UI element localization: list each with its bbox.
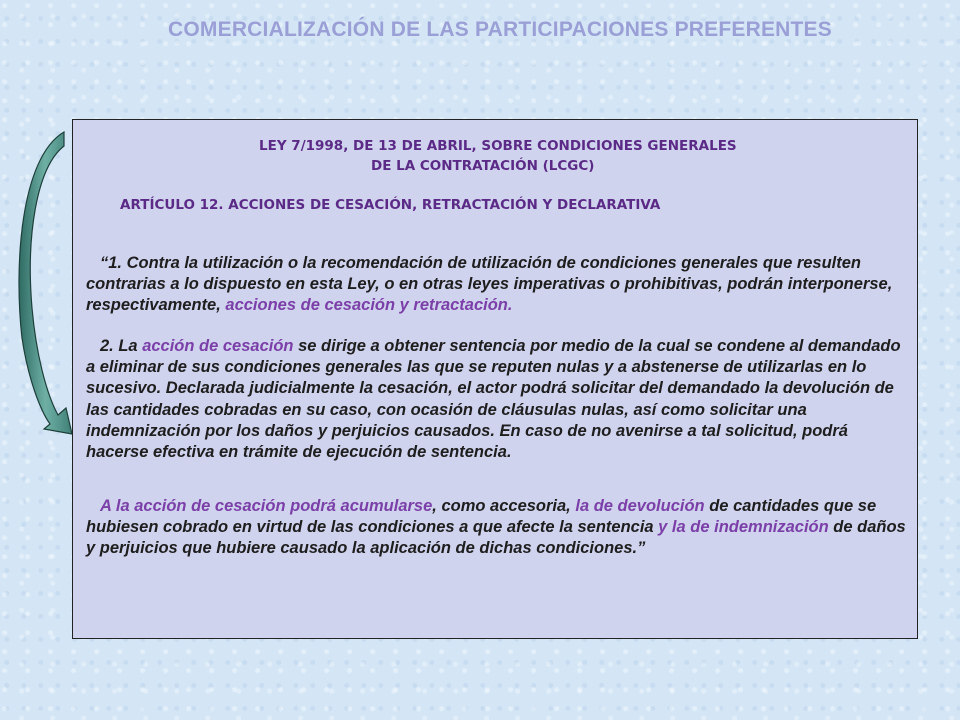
para-3-highlight-a: A la acción de cesación podrá acumularse — [100, 497, 433, 515]
article-title: ARTÍCULO 12. ACCIONES DE CESACIÓN, RETRACTACIÓN Y DECLARATIVA — [120, 197, 661, 213]
para-1-text: “1. Contra la utilización o la recomendación de utilización de condiciones generales que resulten contrarias a lo dispuesto en esta Ley, o en otras leyes imperativas o prohibitivas, podrán interponerse, respectivamente, — [86, 254, 893, 315]
para-2-text-a: 2. La — [100, 337, 143, 355]
para-3-text-c: de daños y perjuicios que hubiere causado la aplicación de dichas condiciones.” — [86, 518, 906, 558]
para-3-highlight-c: y la de indemnización — [658, 518, 829, 537]
para-2-highlight: acción de cesación — [142, 337, 294, 355]
para-1-highlight: acciones de cesación y retractación. — [225, 296, 513, 315]
para-3-text-a: , como accesoria, — [432, 497, 576, 515]
paragraph-2 — [86, 336, 912, 463]
slide-title: COMERCIALIZACIÓN DE LAS PARTICIPACIONES PREFERENTES — [168, 18, 832, 41]
para-3-highlight-b: la de devolución — [575, 497, 705, 515]
law-title-line-1: LEY 7/1998, DE 13 DE ABRIL, SOBRE CONDICIONES GENERALES — [259, 138, 737, 154]
law-title-line-2: DE LA CONTRATACIÓN (LCGC) — [371, 158, 595, 174]
curved-arrow-icon — [0, 118, 80, 463]
para-2-text-b: se dirige a obtener sentencia por medio de la cual se condene al demandado a eliminar de sus condiciones generales las que se reputen nulas y a abstenerse de utilizarlas en lo sucesivo. Declarada judicialmente la cesación, el actor podrá solicitar del demandado la devolución de las cantidades cobradas en su caso, con ocasión de cláusulas nulas, así como solicitar una indemnización por los daños y perjuicios causados. En caso de no avenirse a tal solicitud, podrá hacerse efectiva en trámite de ejecución de sentencia. — [86, 337, 901, 462]
para-3-text-b: de cantidades que se hubiesen cobrado en virtud de las condiciones a que afecte la sentencia — [86, 497, 877, 537]
text-box — [72, 119, 918, 639]
paragraph-1 — [86, 253, 912, 317]
paragraph-3 — [86, 496, 912, 560]
